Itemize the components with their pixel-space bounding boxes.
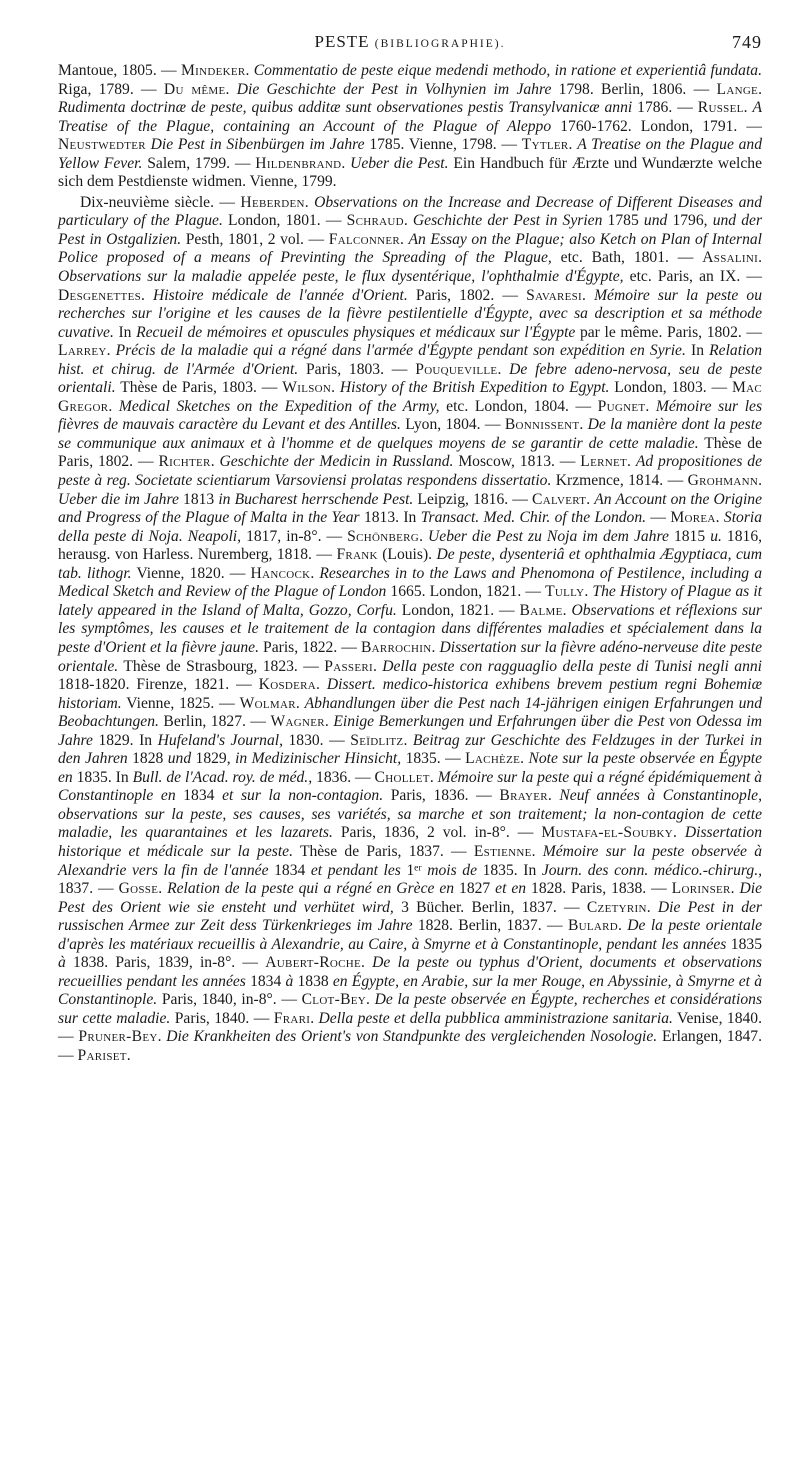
work-title: à bbox=[58, 954, 66, 972]
citation-text: Moscow, 1813. — bbox=[453, 453, 581, 471]
citation-text: . bbox=[295, 694, 305, 712]
citation-text: 1ᵉʳ bbox=[400, 861, 428, 879]
citation-text: (Louis). bbox=[377, 546, 437, 564]
work-title: Neuf années à Constantinople, observations sur la peste, ses causes, ses variétés, sa marche et son traitement; la non-contagion de cette maladie, les quarantaines et les lazarets. bbox=[58, 787, 763, 842]
citation-text: . bbox=[141, 286, 154, 304]
citation-text: . bbox=[126, 1046, 131, 1064]
citation-text: . bbox=[225, 80, 237, 98]
citation-text: . bbox=[403, 212, 413, 230]
citation-text: . bbox=[157, 1028, 167, 1046]
author-name: Schönberg bbox=[347, 527, 420, 545]
work-title: Note sur la peste observée en Égypte en bbox=[58, 750, 763, 786]
citation-text: In bbox=[113, 323, 137, 341]
work-title: An Essay on the Plague; also Ketch on Plan of Internal Police proposed of a means of Previnting the Spreading of the Plague, bbox=[58, 230, 762, 267]
author-name: Du même bbox=[163, 80, 226, 98]
author-name: Wilson bbox=[282, 379, 332, 397]
work-title: Ueber die Pest zu Noja im dem Jahre bbox=[428, 527, 669, 545]
citation-text: 1785. Vienne, 1798. — bbox=[364, 136, 522, 154]
citation-text: etc. Paris, an IX. — bbox=[623, 268, 762, 286]
citation-text: Erlangen, 1847. — bbox=[58, 1028, 763, 1064]
author-name: Lernet bbox=[580, 453, 628, 471]
citation-text: Venise, 1840. — bbox=[58, 1009, 762, 1046]
citation-text: Salem, 1799. — bbox=[142, 154, 256, 172]
citation-text: . bbox=[579, 416, 588, 434]
author-name: Richter bbox=[158, 453, 211, 471]
citation-text: 1827 bbox=[454, 880, 496, 898]
citation-text: . bbox=[310, 1009, 319, 1027]
work-title: De febre adeno-nervosa, seu de peste orientali. bbox=[58, 360, 762, 397]
citation-text: — bbox=[646, 509, 671, 527]
citation-text: 1838. Paris, 1839, in-8°. — bbox=[65, 954, 266, 972]
work-title: en Égypte, en Arabie, sur la mer Rouge, en Abyssinie, à Smyrne et à Constantinople. bbox=[58, 972, 763, 1009]
work-title: Commentatio de peste eique medendi methodo, in ratione et experientiâ fundata. bbox=[253, 62, 762, 79]
citation-text: 1828. Paris, 1838. — bbox=[526, 880, 672, 898]
citation-text: etc. London, 1804. — bbox=[439, 397, 598, 415]
running-head bbox=[58, 32, 762, 62]
work-title: Die Geschichte der Pest in Volhynien im Jahre bbox=[236, 80, 552, 98]
citation-text: . bbox=[419, 527, 429, 545]
work-title: A Treatise of the Plague, containing an Account of the Plague of Aleppo bbox=[58, 99, 763, 135]
work-title: Dissertation historique et médicale sur la peste. bbox=[58, 824, 762, 860]
citation-text: . bbox=[331, 379, 340, 397]
citation-text: etc. Bath, 1801. — bbox=[551, 249, 703, 267]
work-title: Einige Bemerkungen und Erfahrungen über die Pest von Odessa im Jahre bbox=[58, 713, 762, 749]
work-title: Die Pest in der russischen Armee zur Zeit dess Türkenkrieges im Jahre bbox=[58, 898, 762, 935]
citation-text: 1834 bbox=[175, 787, 223, 805]
citation-text: Vienne, 1825. — bbox=[121, 694, 240, 712]
work-title: Medical Sketches on the Expedition of the Army, bbox=[118, 397, 440, 415]
citation-text: . bbox=[341, 154, 351, 172]
citation-text: Paris, 1836. — bbox=[383, 787, 500, 805]
work-title: Journ. des conn. médico.-chirurg., bbox=[541, 861, 762, 879]
work-title: Recueil de mémoires et opuscules physiques et médicaux sur l'Égypte bbox=[136, 323, 576, 341]
citation-text: Mantoue, 1805. — bbox=[58, 62, 181, 79]
citation-text: Paris, 1836, 2 vol. in-8°. — bbox=[332, 824, 542, 842]
author-name: Seïdlitz bbox=[350, 731, 404, 749]
author-name: Kosdera bbox=[258, 676, 317, 694]
work-title: à bbox=[285, 972, 294, 990]
citation-text: 1816, herausg. von Harless. Nuremberg, 1818. — bbox=[58, 527, 763, 564]
work-title: Relation de la peste qui a régné en Grèce en bbox=[167, 880, 455, 898]
work-title: A Treatise on the Plague and Yellow Fever. bbox=[58, 136, 763, 172]
work-title: Della peste con ragguaglio della peste di Tunisi negli anni bbox=[382, 657, 762, 675]
citation-text: . bbox=[245, 62, 254, 79]
citation-text: 1829, bbox=[191, 750, 236, 768]
citation-text: . bbox=[584, 583, 593, 601]
author-name: Grohmann bbox=[687, 472, 759, 490]
author-name: Pugnet bbox=[597, 397, 646, 415]
author-name: Lorinser bbox=[671, 880, 731, 898]
citation-text: 1830. — bbox=[282, 731, 351, 749]
citation-text: . bbox=[304, 193, 315, 211]
citation-text: . bbox=[627, 453, 636, 471]
author-name: Brayer bbox=[499, 787, 548, 805]
citation-text: 1828 bbox=[127, 750, 168, 768]
citation-text: Leipzig, 1816. — bbox=[413, 490, 532, 508]
citation-text: . bbox=[547, 787, 560, 805]
citation-text: Dix-neuvième siècle. — bbox=[80, 193, 241, 211]
work-title: Geschichte der Pest in Syrien bbox=[412, 212, 603, 230]
work-title: De la peste observée en Égypte, recherches et considérations sur cette maladie. bbox=[58, 991, 763, 1027]
work-title: Mémoire sur la peste ou recherches sur l'origine et les causes de la fièvre pestilentielle d'Égypte, avec sa description et sa méthode cuvative. bbox=[58, 286, 763, 341]
citation-text: Paris, 1840, in-8°. — bbox=[157, 991, 302, 1009]
author-name: Frari bbox=[273, 1009, 311, 1027]
citation-text: Riga, 1789. — bbox=[58, 80, 164, 98]
author-name: Larrey bbox=[58, 342, 107, 360]
author-name: Falconner bbox=[328, 230, 400, 248]
author-name: Barrochin bbox=[360, 638, 432, 656]
author-name: Assalini bbox=[702, 249, 759, 267]
citation-text: Thèse de Strasbourg, 1823. — bbox=[118, 657, 325, 675]
citation-text: Pesth, 1801, 2 vol. — bbox=[181, 230, 329, 248]
author-name: Savaresi bbox=[526, 286, 583, 304]
author-name: Desgenettes bbox=[58, 286, 141, 304]
author-name: Czetyrin bbox=[586, 898, 647, 916]
author-name: Passeri bbox=[324, 657, 373, 675]
citation-text: London, 1803. — bbox=[609, 379, 732, 397]
citation-text: Paris, 1822. — bbox=[258, 638, 361, 656]
citation-text: . bbox=[429, 768, 438, 786]
citation-text: Paris, 1803. — bbox=[298, 360, 416, 378]
citation-text: 1786. — bbox=[632, 99, 698, 117]
author-name: Mac Gregor bbox=[58, 379, 763, 415]
citation-text: . bbox=[618, 917, 628, 935]
citation-text: Thèse de Paris, 1802. — bbox=[58, 434, 763, 471]
citation-text: . bbox=[520, 750, 529, 768]
work-title: in Medizinischer Hinsicht, bbox=[235, 750, 402, 768]
work-title: History of the British Expedition to Egypt. bbox=[339, 379, 610, 397]
citation-text: 1815 bbox=[668, 527, 711, 545]
author-name: Bonnissent bbox=[504, 416, 580, 434]
author-name: Gosse bbox=[118, 880, 159, 898]
work-title: Bull. de l'Acad. roy. de méd., bbox=[132, 768, 313, 786]
author-name: Chollet bbox=[374, 768, 430, 786]
citation-text: Paris, 1840. — bbox=[170, 1009, 274, 1027]
work-title: und der Pest in Ostgalizien. bbox=[58, 212, 763, 248]
author-name: Pruner-Bey bbox=[78, 1028, 158, 1046]
citation-text: par le même. Paris, 1802. — bbox=[575, 323, 762, 341]
citation-text: Lyon, 1804. — bbox=[400, 416, 505, 434]
citation-text: . bbox=[758, 472, 762, 490]
citation-text: Vienne, 1820. — bbox=[131, 564, 251, 582]
author-name: Calvert bbox=[532, 490, 587, 508]
citation-text: Berlin, 1827. — bbox=[158, 713, 271, 731]
author-name: Mustafa-el-Soubky bbox=[541, 824, 674, 842]
work-title: Geschichte der Medicin in Russland. bbox=[219, 453, 454, 471]
citation-text: . bbox=[586, 490, 595, 508]
work-title: De la peste orientale d'après les matériaux recueillis à Alexandrie, au Caire, à Smyrne et à Constantinople, pendant les années bbox=[58, 917, 763, 953]
work-title: De la manière dont la peste se communique aux animaux et à l'homme et de quelques moyens de se garantir de cette maladie. bbox=[58, 416, 763, 452]
citation-text: 1798. Berlin, 1806. — bbox=[551, 80, 717, 98]
author-name: Wolmar bbox=[239, 694, 296, 712]
citation-text: . bbox=[403, 731, 413, 749]
citation-text: . bbox=[562, 601, 572, 619]
work-title: und bbox=[167, 750, 192, 768]
author-name: Aubert-Roche bbox=[265, 954, 362, 972]
citation-text: . bbox=[497, 360, 510, 378]
citation-text: . bbox=[210, 453, 220, 471]
work-title: Rudimenta doctrinæ de peste, quibus additæ sunt observationes pestis Transylvanicæ anni bbox=[58, 99, 633, 117]
work-title: Storia della peste di Noja. Neapoli, bbox=[58, 509, 763, 545]
author-name: Lachèze bbox=[465, 750, 521, 768]
citation-text: Thèse de Paris, 1837. — bbox=[292, 842, 474, 860]
citation-text: 1829. In bbox=[92, 731, 158, 749]
author-name: Lange bbox=[716, 80, 759, 98]
author-name: Frank bbox=[336, 546, 378, 564]
author-name: Clot-Bey bbox=[301, 991, 367, 1009]
citation-text: 1835. In bbox=[477, 861, 542, 879]
citation-text: 1828. Berlin, 1837. — bbox=[412, 917, 568, 935]
work-title: Die Krankheiten des Orient's von Standpunkte des vergleichenden Nosologie. bbox=[166, 1028, 658, 1046]
work-title: The History of Plague as it lately appeared in the Island of Malta, Gozzo, Corfu. bbox=[58, 583, 762, 619]
citation-text: . bbox=[310, 564, 320, 582]
author-name: Pariset bbox=[77, 1046, 127, 1064]
author-name: Russel bbox=[697, 99, 744, 117]
author-name: Tully bbox=[545, 583, 585, 601]
citation-text: . bbox=[673, 824, 685, 842]
running-title bbox=[58, 32, 762, 52]
citation-text: . bbox=[366, 991, 375, 1009]
citation-text: In bbox=[685, 342, 710, 360]
running-title-main: PESTE bbox=[314, 32, 370, 51]
citation-text: . bbox=[531, 842, 543, 860]
work-title: in Bucharest herrschende Pest. bbox=[218, 490, 414, 508]
citation-text: . bbox=[372, 657, 383, 675]
bibliography-paragraph bbox=[58, 62, 762, 192]
author-name: Pouqueville bbox=[415, 360, 498, 378]
author-name: Hildenbrand bbox=[255, 154, 342, 172]
work-title: Ueber die im Jahre bbox=[58, 490, 179, 508]
work-title: Précis de la maladie qui a régné dans l'armée d'Égypte pendant son expédition en Syrie. bbox=[115, 342, 686, 360]
citation-text: 1836. — bbox=[312, 768, 375, 786]
bibliography-paragraph bbox=[58, 194, 762, 1066]
work-title: De la peste ou typhus d'Orient, documents et observations recueillies pendant les années bbox=[58, 954, 763, 990]
author-name: Neustwedter bbox=[58, 136, 146, 154]
citation-text: 1760-1762. London, 1791. — bbox=[551, 117, 762, 135]
citation-text: 1817, in-8°. — bbox=[241, 527, 348, 545]
citation-text: . bbox=[743, 99, 753, 117]
author-name: Wagner bbox=[270, 713, 325, 731]
citation-text: Thèse de Paris, 1803. — bbox=[115, 379, 283, 397]
work-title: Mémoire sur les fièvres de mauvais caractère du Levant et des Antilles. bbox=[58, 397, 763, 434]
citation-text: Krzmence, 1814. — bbox=[551, 472, 688, 490]
author-name: Bulard bbox=[567, 917, 619, 935]
work-title: Abhandlungen über die Pest nach 14-jährigen einigen Erfahrungen und Beobachtungen. bbox=[58, 694, 763, 731]
work-title: Hufeland's Journal, bbox=[157, 731, 283, 749]
author-name: Mindeker bbox=[180, 62, 246, 79]
work-title: Observations sur la maladie appelée peste, le flux dysentérique, l'ophthalmie d'Égypte, bbox=[58, 268, 624, 286]
work-title: Histoire médicale de l'année d'Orient. bbox=[153, 286, 408, 304]
citation-text: Ein Handbuch für Ærzte und Wundærzte welche sich dem Pestdienste widmen. Vienne, 1799. bbox=[58, 154, 763, 191]
work-title: Ad propositiones de peste à reg. Societate scientiarum Varsoviensi prolatas respondens dissertatio. bbox=[58, 453, 762, 490]
citation-text: 1834 bbox=[268, 861, 311, 879]
work-title: Della peste et della pubblica amministrazione sanitaria. bbox=[318, 1009, 673, 1027]
work-title: Mémoire sur la peste observée à Alexandrie vers la fin de l'année bbox=[58, 842, 762, 879]
work-title: An Account on the Origine and Progress of the Plague of Malta in the Year bbox=[58, 490, 763, 527]
author-name: Estienne bbox=[473, 842, 532, 860]
work-title: Relation hist. et chirug. de l'Armée d'Orient. bbox=[58, 342, 762, 378]
work-title: Mémoire sur la peste qui a régné épidémiquement à Constantinople en bbox=[58, 768, 763, 805]
work-title: Die Pest in Sibenbürgen im Jahre bbox=[150, 136, 365, 154]
citation-text: . bbox=[106, 342, 116, 360]
citation-text: 1818-1820. Firenze, 1821. — bbox=[58, 676, 259, 694]
work-title: Dissertation sur la fièvre adéno-nerveuse dite peste orientale. bbox=[58, 638, 762, 675]
work-title: Researches in to the Laws and Phenomona of Pestilence, including a Medical Sketch and Review of the Plague of London bbox=[58, 564, 763, 601]
citation-text: 1834 bbox=[245, 972, 286, 990]
citation-text: 1785 bbox=[602, 212, 644, 230]
citation-text: London, 1801. — bbox=[222, 212, 347, 230]
work-title: Dissert. medico-historica exhibens brevem pestium regni Bohemiæ historiam. bbox=[58, 676, 762, 712]
citation-text: . bbox=[361, 954, 373, 972]
work-title: Die Pest des Orient wie sie ensteht und verhütet wird, bbox=[58, 880, 763, 916]
citation-text: . bbox=[758, 249, 762, 267]
citation-text: . bbox=[316, 676, 327, 694]
work-title: Observations et réflexions sur les symptômes, les causes et le traitement de la contagion dans différentes maladies et spécialement dans la peste d'Orient et la fièvre jaune. bbox=[58, 601, 762, 656]
citation-text: 3 Bücher. Berlin, 1837. — bbox=[393, 898, 587, 916]
work-title: Ueber die Pest. bbox=[350, 154, 449, 172]
citation-text: Paris, 1802. — bbox=[407, 286, 527, 304]
author-name: Tytler bbox=[521, 136, 569, 154]
citation-text: . bbox=[400, 230, 409, 248]
work-title: u. bbox=[710, 527, 722, 545]
citation-text: . bbox=[582, 286, 595, 304]
citation-text: 1835 bbox=[726, 935, 762, 953]
work-title: et sur la non-contagion. bbox=[222, 787, 384, 805]
author-name: Balme bbox=[519, 601, 563, 619]
citation-text: . bbox=[108, 397, 119, 415]
citation-text: . bbox=[431, 638, 440, 656]
citation-text: . bbox=[730, 880, 740, 898]
author-name: Morea bbox=[670, 509, 716, 527]
citation-text: 1838 bbox=[293, 972, 333, 990]
author-name: Schraud bbox=[346, 212, 404, 230]
work-title: mois de bbox=[427, 861, 477, 879]
running-title-sub: (BIBLIOGRAPHIE). bbox=[374, 38, 506, 50]
body-text bbox=[58, 62, 762, 1066]
citation-text: 1665. London, 1821. — bbox=[386, 583, 546, 601]
work-title: et en bbox=[495, 880, 527, 898]
citation-text: . bbox=[324, 713, 334, 731]
work-title: und bbox=[643, 212, 668, 230]
author-name: Hancock bbox=[250, 564, 311, 582]
author-name: Heberden bbox=[240, 193, 305, 211]
work-title: Transact. Med. Chir. of the London. bbox=[420, 509, 647, 527]
work-title: Observations on the Increase and Decrease of Different Diseases and particulary of the Plague. bbox=[58, 193, 763, 230]
citation-text: . bbox=[158, 880, 168, 898]
citation-text: . bbox=[645, 397, 656, 415]
citation-text: 1837. — bbox=[58, 880, 119, 898]
work-title: Beitrag zur Geschichte des Feldzuges in der Turkei in den Jahren bbox=[58, 731, 763, 768]
citation-text: . bbox=[568, 136, 578, 154]
citation-text: 1813. In bbox=[359, 509, 421, 527]
citation-text: London, 1821. — bbox=[396, 601, 520, 619]
citation-text: 1796, bbox=[667, 212, 713, 230]
citation-text: . bbox=[715, 509, 724, 527]
citation-text: 1813 bbox=[178, 490, 219, 508]
work-title: et pendant les bbox=[310, 861, 401, 879]
citation-text: . bbox=[758, 80, 762, 98]
work-title: De peste, dysenteriâ et ophthalmia Ægyptiaca, cum tab. lithogr. bbox=[58, 546, 762, 582]
citation-text: 1835. In bbox=[72, 768, 133, 786]
citation-text: . bbox=[646, 898, 658, 916]
page-number: 749 bbox=[732, 32, 762, 52]
citation-text: 1835. — bbox=[401, 750, 466, 768]
